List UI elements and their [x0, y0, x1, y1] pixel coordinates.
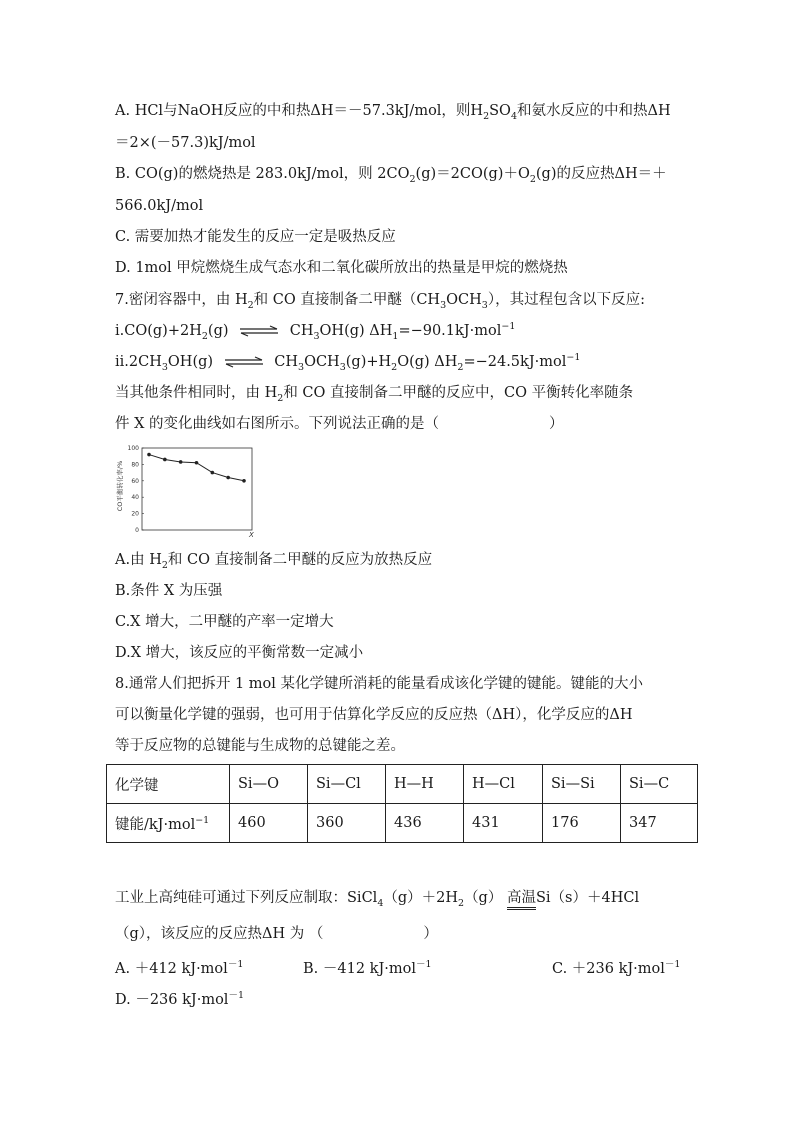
q6-option-b-line1: B. CO(g)的燃烧热是 283.0kJ/mol，则 $2CO_2(g)=2CO(g)+O_2(g)$的反应热ΔH＝＋: [115, 166, 667, 185]
q6-option-b-line2: 566.0kJ/mol: [115, 198, 204, 214]
table-cell: H—H: [386, 765, 464, 804]
q8-stem-line1: 8.通常人们把拆开 1 mol 某化学键所消耗的能量看成该化学键的键能。键能的大小: [115, 676, 644, 692]
q7-option-b: B.条件 X 为压强: [115, 583, 223, 599]
table-row: [107, 804, 698, 843]
table-cell: Si—C: [621, 765, 698, 804]
q8-option-c: C. ＋236 kJ·mol$^{-1}$: [552, 959, 681, 977]
chart-y-tick-label: 0: [135, 527, 139, 534]
q8-reaction-line2: （g），该反应的反应热ΔH 为 （ ）: [115, 926, 438, 942]
q8-stem-line2: 可以衡量化学键的强弱，也可用于估算化学反应的反应热（ΔH），化学反应的ΔH: [115, 707, 633, 723]
q8-option-b: B. －412 kJ·mol$^{-1}$: [303, 959, 432, 977]
chart-point: [179, 460, 183, 464]
high-temp-condition: 高温: [507, 890, 536, 910]
q6-option-a-line2: ＝2×(－57.3)kJ/mol: [115, 135, 256, 151]
equilibrium-arrows-icon: [239, 325, 279, 337]
q7-option-d: D.X 增大，该反应的平衡常数一定减小: [115, 645, 364, 661]
table-cell: 360: [308, 804, 386, 843]
chart-y-label: CO平衡转化率/%: [116, 460, 124, 512]
chart-y-ticks: [128, 445, 144, 534]
chart-axes: [142, 448, 252, 530]
table-cell: 436: [386, 804, 464, 843]
q8-option-d: D. －236 kJ·mol$^{-1}$: [115, 990, 244, 1008]
q7-reaction-i: $i.CO(g)+2H_2(g)$ $CH_3OH(g)$ $\Delta H_1=-90.1kJ\cdot mol^{-1}$: [115, 321, 516, 342]
chart-x-label: X: [249, 531, 254, 539]
chart-series: [147, 453, 246, 483]
q7-stem-line2: 当其他条件相同时，由 $H_2$和 CO 直接制备二甲醚的反应中，CO 平衡转化率随条: [115, 385, 634, 404]
q6-option-d: D. 1mol 甲烷燃烧生成气态水和二氧化碳所放出的热量是甲烷的燃烧热: [115, 260, 568, 276]
chart-point: [147, 453, 151, 457]
table-header-row: [107, 765, 698, 804]
q6-option-a-line1: A. HCl与NaOH反应的中和热ΔH＝－57.3kJ/mol，则$H_2SO_4$和氨水反应的中和热ΔH: [115, 103, 671, 122]
q7-option-c: C.X 增大，二甲醚的产率一定增大: [115, 614, 334, 630]
chart-point: [242, 479, 246, 483]
table-cell: Si—Cl: [308, 765, 386, 804]
chart-y-tick-label: 40: [131, 494, 139, 502]
q7-stem-line3: 件 X 的变化曲线如右图所示。下列说法正确的是（ ）: [115, 416, 564, 432]
q7-stem-line1: 7.密闭容器中，由 $H_2$和 CO 直接制备二甲醚$(CH_3OCH_3)$，其过程包含以下反应:: [115, 292, 645, 311]
co-conversion-chart: [112, 438, 262, 540]
chart-frame: [142, 448, 252, 530]
bond-energy-table: [106, 764, 698, 843]
chart-y-tick-label: 60: [131, 477, 139, 485]
q7-option-a: A.由 $H_2$和 CO 直接制备二甲醚的反应为放热反应: [115, 552, 433, 571]
table-cell: 460: [230, 804, 308, 843]
q6-option-c: C. 需要加热才能发生的反应一定是吸热反应: [115, 229, 396, 245]
equilibrium-arrows-icon: [224, 356, 264, 368]
chart-point: [211, 471, 215, 475]
chart-point: [226, 476, 230, 480]
chart-y-tick-label: 20: [131, 510, 139, 518]
table-cell: 431: [464, 804, 543, 843]
table-cell: 347: [621, 804, 698, 843]
table-cell: 176: [543, 804, 621, 843]
table-row-label: 键能/kJ·mol$^{-1}$: [107, 804, 230, 843]
q7-reaction-ii: $ii.2CH_3OH(g)$ $CH_3OCH_3(g)+H_2O(g)$ $\Delta H_2=-24.5kJ\cdot mol^{-1}$: [115, 352, 581, 373]
chart-y-tick-label: 80: [131, 461, 139, 469]
chart-point: [195, 461, 199, 465]
q8-option-a: A. ＋412 kJ·mol$^{-1}$: [115, 959, 244, 977]
table-cell: Si—Si: [543, 765, 621, 804]
q8-reaction-line1: 工业上高纯硅可通过下列反应制取：$SiCl_4(g)+2H_2(g)$ 高温Si（s）＋4HCl: [115, 890, 640, 909]
table-cell: H—Cl: [464, 765, 543, 804]
chart-y-tick-label: 100: [127, 445, 139, 452]
chart-point: [163, 458, 167, 462]
table-cell: 化学键: [107, 765, 230, 804]
table-cell: Si—O: [230, 765, 308, 804]
q8-stem-line3: 等于反应物的总键能与生成物的总键能之差。: [115, 738, 405, 754]
